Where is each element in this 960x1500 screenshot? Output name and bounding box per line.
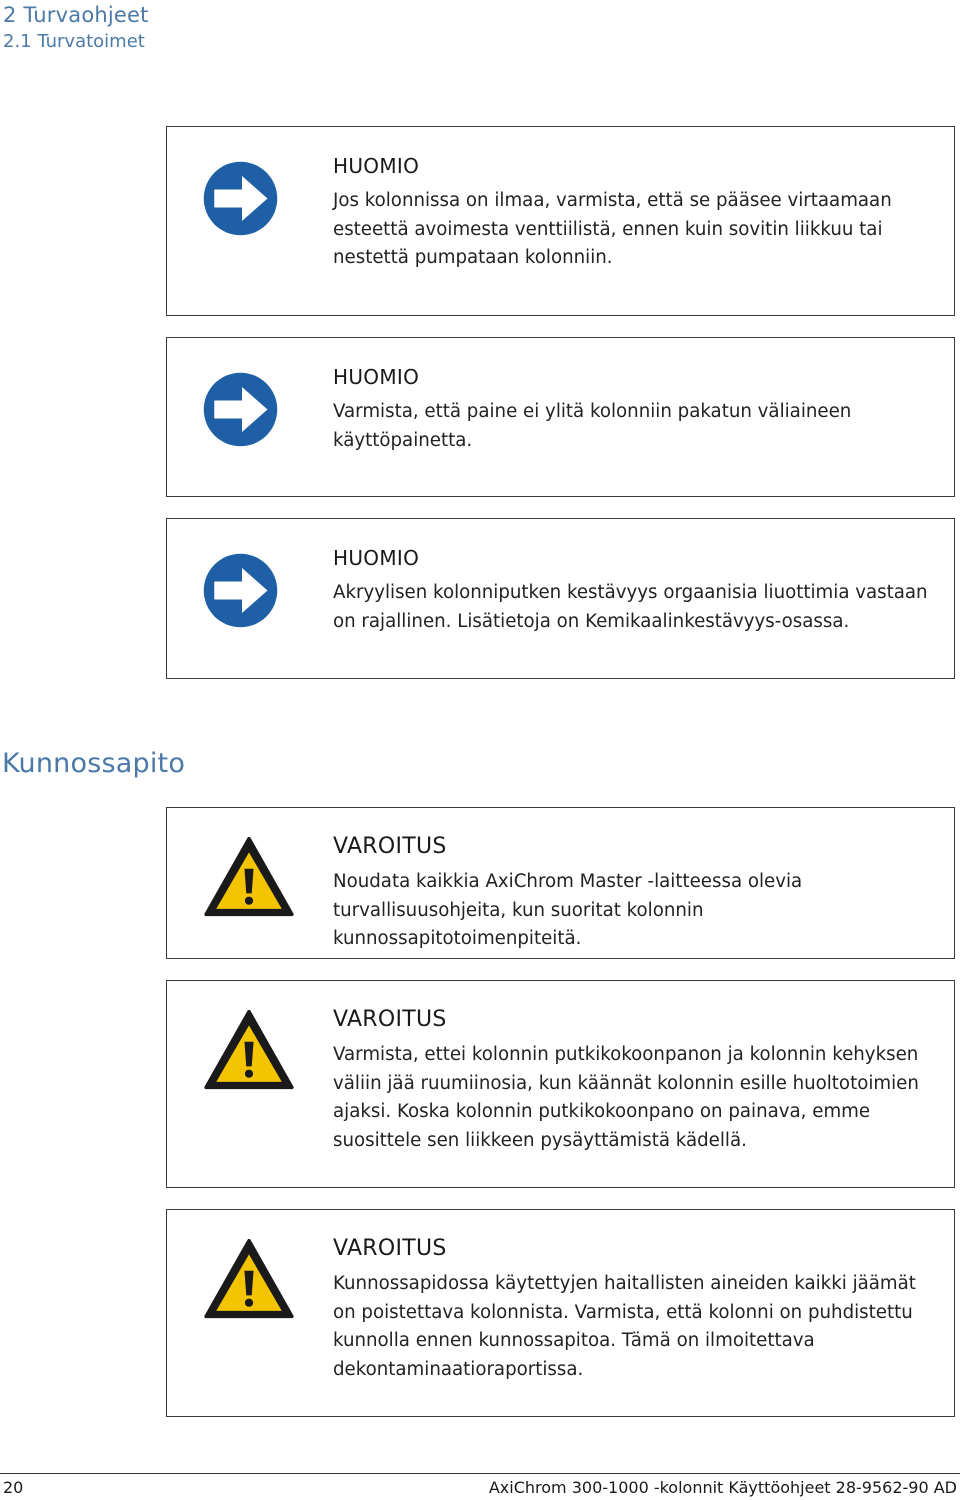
warning-box-1 — [166, 807, 955, 959]
notice-text — [333, 364, 932, 455]
warning-label: VAROITUS — [333, 1236, 447, 1261]
notice-box-2 — [166, 337, 955, 497]
footer-divider — [0, 1473, 960, 1474]
section-title: 2.1 Turvatoimet — [3, 31, 145, 52]
notice-box-3 — [166, 518, 955, 679]
warning-text — [333, 1236, 932, 1384]
notice-text — [333, 153, 932, 273]
mandatory-arrow-icon — [203, 372, 278, 451]
chapter-title: 2 Turvaohjeet — [3, 3, 149, 27]
page-number: 20 — [3, 1478, 24, 1497]
mandatory-arrow-icon — [203, 161, 278, 240]
warning-triangle-icon — [203, 1238, 295, 1324]
warning-triangle-icon — [203, 836, 295, 922]
warning-body: Noudata kaikkia AxiChrom Master -laitteessa olevia turvallisuusohjeita, kun suoritat kolonnin kunnossapitotoimenpiteitä. — [333, 871, 803, 949]
running-head — [3, 2, 149, 54]
warning-label: VAROITUS — [333, 834, 447, 859]
warning-text — [333, 834, 932, 954]
notice-box-1 — [166, 126, 955, 316]
notice-label: HUOMIO — [333, 546, 420, 570]
warning-box-3 — [166, 1209, 955, 1417]
warning-body: Kunnossapidossa käytettyjen haitallisten aineiden kaikki jäämät on poistettava kolonnista. Varmista, että kolonni on puhdistettu kunnolla ennen kunnossapitoa. Tämä on ilmoitettava dekontaminaatioraportissa. — [333, 1273, 916, 1380]
warning-label: VAROITUS — [333, 1007, 447, 1032]
document-title: AxiChrom 300-1000 -kolonnit Käyttöohjeet 28-9562-90 AD — [488, 1478, 957, 1497]
warning-triangle-icon — [203, 1009, 295, 1095]
warning-body: Varmista, ettei kolonnin putkikokoonpanon ja kolonnin kehyksen väliin jää ruumiinosia, kun käännät kolonnin esille huoltotoimien ajaksi. Koska kolonnin putkikokoonpano on painava, emme suosittele sen liikkeen pysäyttämistä kädellä. — [333, 1044, 919, 1151]
notice-body: Jos kolonnissa on ilmaa, varmista, että se pääsee virtaamaan esteettä avoimesta venttiilistä, ennen kuin sovitin liikkuu tai nestettä pumpataan kolonniin. — [333, 190, 892, 268]
mandatory-arrow-icon — [203, 553, 278, 632]
warning-box-2 — [166, 980, 955, 1188]
maintenance-heading: Kunnossapito — [2, 748, 186, 779]
warning-text — [333, 1007, 932, 1155]
notice-body: Akryylisen kolonniputken kestävyys orgaanisia liuottimia vastaan on rajallinen. Lisätietoja on Kemikaalinkestävyys-osassa. — [333, 582, 928, 632]
notice-label: HUOMIO — [333, 365, 420, 389]
notice-text — [333, 545, 932, 636]
notice-body: Varmista, että paine ei ylitä kolonniin pakatun väliaineen käyttöpainetta. — [333, 401, 852, 451]
notice-label: HUOMIO — [333, 154, 420, 178]
